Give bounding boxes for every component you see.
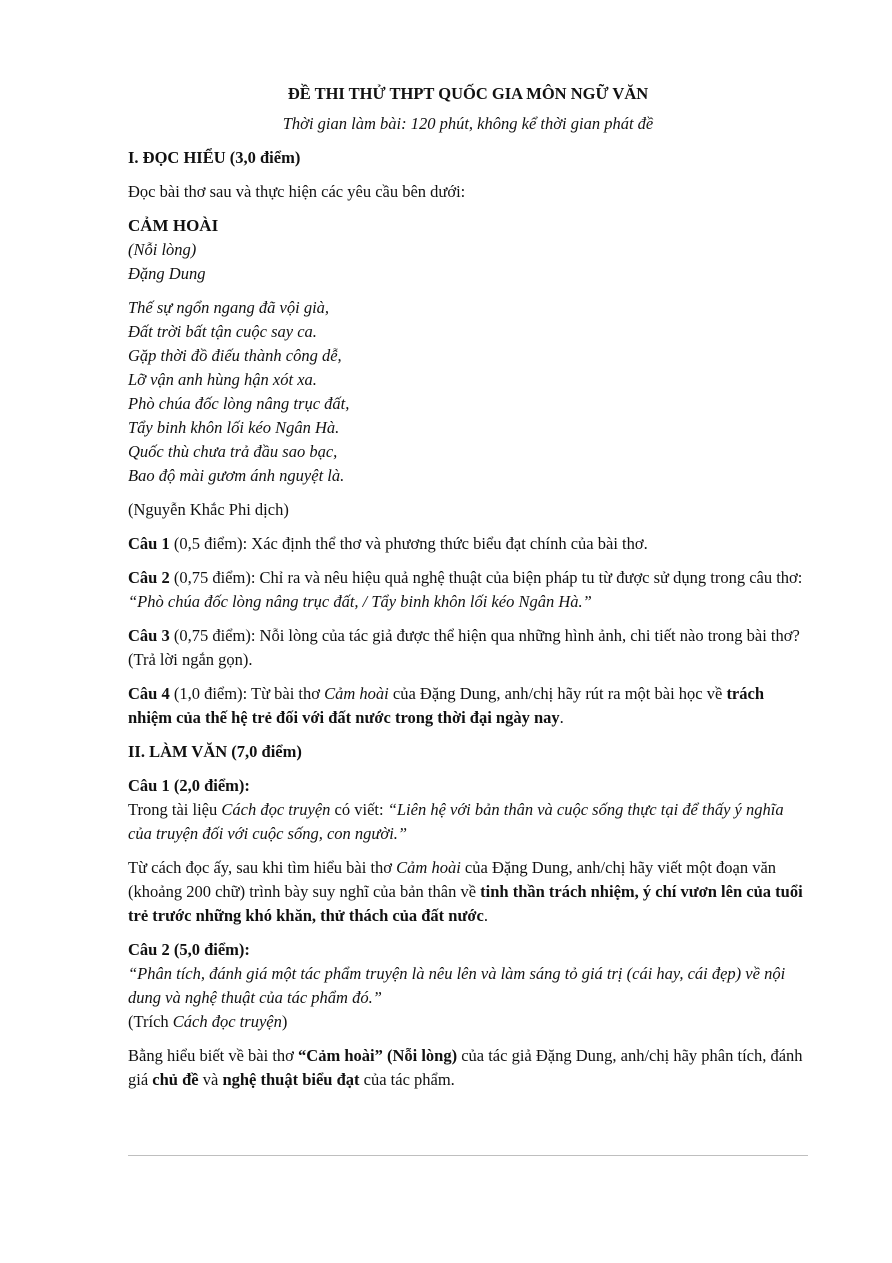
poem-subtitle: (Nỗi lòng) — [128, 240, 197, 259]
question-label: Câu 1 (2,0 điểm): — [128, 776, 250, 795]
task-emphasis: nghệ thuật biểu đạt — [222, 1070, 360, 1089]
task-text: Từ cách đọc ấy, sau khi tìm hiểu bài thơ — [128, 858, 397, 877]
question-quote: “Phò chúa đốc lòng nâng trục đất, / Tẩy binh khôn lối kéo Ngân Hà.” — [128, 592, 592, 611]
reading-instruction: Đọc bài thơ sau và thực hiện các yêu cầu bên dưới: — [128, 182, 466, 201]
question-text: : Xác định thể thơ và phương thức biểu đạt chính của bài thơ. — [242, 534, 648, 553]
task-emphasis: tinh thần trách nhiệm, ý chí vươn lên của tuổi trẻ trước những khó khăn, thử thách của đất nước — [128, 882, 803, 925]
question-label: Câu 4 — [128, 684, 170, 703]
task-end: của tác phẩm. — [359, 1070, 455, 1089]
question-points: (0,5 điểm) — [169, 534, 243, 553]
question-text: : Từ bài thơ — [242, 684, 325, 703]
citation-text: ) — [281, 1012, 288, 1031]
writing-question-1-task — [128, 856, 808, 928]
poem-line: Lỡ vận anh hùng hận xót xa. — [128, 370, 317, 389]
question-points: (0,75 điểm) — [169, 626, 251, 645]
writing-question-2 — [128, 938, 808, 1034]
task-text: của tác giả Đặng Dung, anh/chị hãy phân tích, đánh giá — [128, 1046, 803, 1089]
poem-translator: (Nguyễn Khắc Phi dịch) — [128, 500, 289, 519]
poem-reference: “Cảm hoài” (Nỗi lòng) — [298, 1046, 458, 1065]
quote-citation — [128, 1010, 808, 1034]
task-emphasis: chủ đề — [152, 1070, 199, 1089]
question-end: . — [559, 708, 564, 727]
writing-question-2-task — [128, 1044, 808, 1092]
poem-title: CẢM HOÀI — [128, 216, 219, 235]
poem-line: Quốc thù chưa trả đầu sao bạc, — [128, 442, 338, 461]
source-title: Cách đọc truyện — [172, 1012, 282, 1031]
section-reading-heading: I. ĐỌC HIỂU (3,0 điểm) — [128, 148, 301, 167]
question-label: Câu 3 — [128, 626, 170, 645]
question-label: Câu 1 — [128, 534, 170, 553]
question-text: : Chỉ ra và nêu hiệu quả nghệ thuật của biện pháp tu từ được sử dụng trong câu thơ: — [250, 568, 803, 587]
poem-line: Tẩy binh khôn lối kéo Ngân Hà. — [128, 418, 340, 437]
poem-reference: Cảm hoài — [396, 858, 461, 877]
task-end: . — [483, 906, 488, 925]
question-4 — [128, 682, 808, 730]
section-writing-heading: II. LÀM VĂN (7,0 điểm) — [128, 742, 302, 761]
poem-line: Gặp thời đồ điếu thành công dễ, — [128, 346, 342, 365]
poem-header — [128, 214, 808, 286]
poem-body — [128, 296, 808, 488]
page-title: ĐỀ THI THỬ THPT QUỐC GIA MÔN NGỮ VĂN — [287, 84, 649, 103]
intro-text: có viết: — [330, 800, 388, 819]
poem-line: Bao độ mài gươm ánh nguyệt là. — [128, 466, 345, 485]
question-points: (0,75 điểm) — [169, 568, 251, 587]
question-emphasis: trách nhiệm của thế hệ trẻ đối với đất nước trong thời đại ngày nay — [128, 684, 765, 727]
citation-text: (Trích — [128, 1012, 173, 1031]
question-text: của Đặng Dung, anh/chị hãy rút ra một bài học về — [388, 684, 727, 703]
task-text: Bằng hiểu biết về bài thơ — [128, 1046, 299, 1065]
source-title: Cách đọc truyện — [221, 800, 331, 819]
poem-line: Thế sự ngổn ngang đã vội già, — [128, 298, 330, 317]
question-1 — [128, 532, 808, 556]
question-label: Câu 2 — [128, 568, 170, 587]
question-quote: “Liên hệ với bản thân và cuộc sống thực tại để thấy ý nghĩa của truyện đối với cuộc sống, con người.” — [128, 800, 784, 843]
writing-question-1 — [128, 774, 808, 846]
exam-duration-subtitle: Thời gian làm bài: 120 phút, không kể thời gian phát đề — [282, 114, 654, 133]
task-text: và — [198, 1070, 223, 1089]
question-quote: “Phân tích, đánh giá một tác phẩm truyện là nêu lên và làm sáng tỏ giá trị (cái hay, cái đẹp) về nội dung và nghệ thuật của tác phẩm đó.” — [128, 964, 786, 1007]
intro-text: Trong tài liệu — [128, 800, 222, 819]
exam-document — [128, 82, 808, 1102]
bottom-divider — [128, 1155, 808, 1156]
question-text: : Nỗi lòng của tác giả được thể hiện qua những hình ảnh, chi tiết nào trong bài thơ? (Trả lời ngắn gọn). — [128, 626, 800, 669]
question-points: (1,0 điểm) — [169, 684, 243, 703]
question-label: Câu 2 (5,0 điểm): — [128, 940, 250, 959]
poem-line: Phò chúa đốc lòng nâng trục đất, — [128, 394, 350, 413]
question-intro — [128, 798, 808, 846]
question-2 — [128, 566, 808, 614]
poem-author: Đặng Dung — [128, 264, 206, 283]
question-3 — [128, 624, 808, 672]
task-text: của Đặng Dung, anh/chị hãy viết một đoạn văn (khoảng 200 chữ) trình bày suy nghĩ của bản thân về — [128, 858, 777, 901]
poem-reference: Cảm hoài — [324, 684, 389, 703]
poem-line: Đất trời bất tận cuộc say ca. — [128, 322, 317, 341]
